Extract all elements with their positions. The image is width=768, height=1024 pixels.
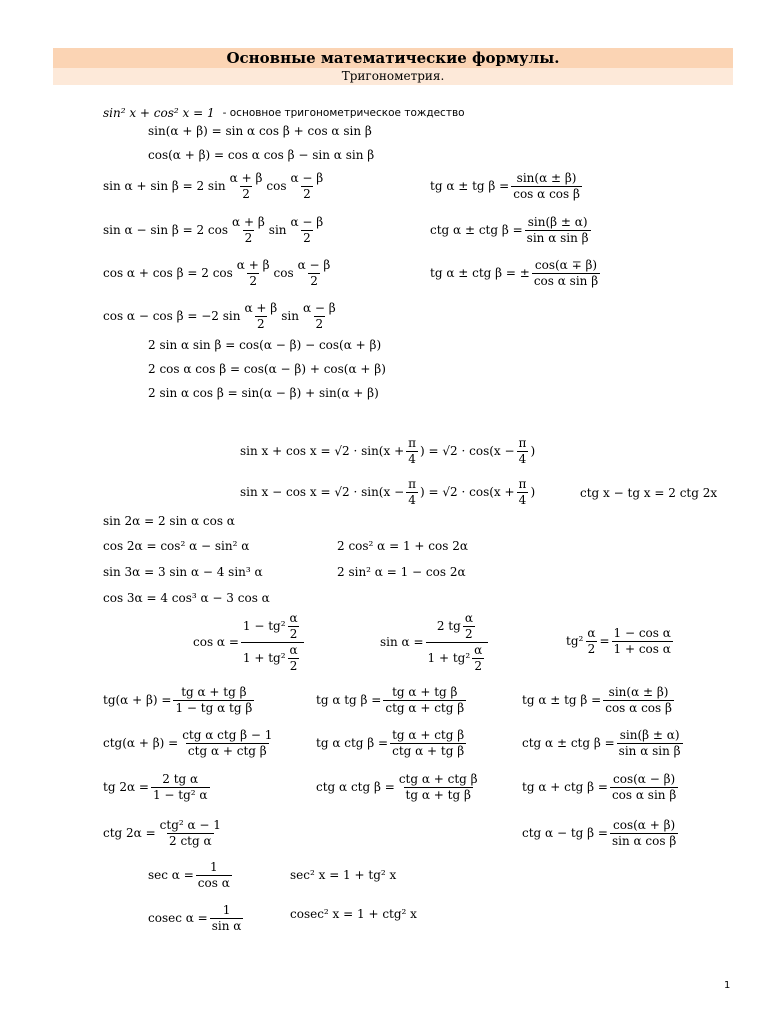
formula-tg-pm-tg: tg α ± tg β = $\frac{\sin(\alpha \pm \beta)}{\text{cos α cos β}}$ — [430, 170, 580, 201]
formula-ctg-minus-tg-2: ctg α − tg β = $\frac{\cos(\alpha + \beta)}{\text{sin α cos β}}$ — [522, 817, 677, 848]
formula-cos-half: cos α = 1 − tg² $\frac{\alpha}{2}$ 1 + tg² $\frac{\alpha}{2}$ — [193, 612, 306, 672]
formula-cosec2: cosec² x = 1 + ctg² x — [290, 907, 417, 921]
formula-identity: sin² x + cos² x = 1 - основное тригонометрическое тождество — [103, 106, 465, 120]
formula-tg-sum: tg(α + β) = $\frac{\text{tg α + tg β}}{\text{1 − tg α tg β}}$ — [103, 684, 253, 715]
formula-ctg-sum: ctg(α + β) = $\frac{\text{ctg α ctg β − 1}}{\text{ctg α + ctg β}}$ — [103, 727, 273, 758]
formula-sin-sum: sin(α + β) = sin α cos β + cos α sin β — [148, 124, 372, 138]
page-subtitle: Тригонометрия. — [53, 68, 733, 85]
formula-2cos2: 2 cos² α = 1 + cos 2α — [337, 539, 468, 553]
formula-sin-plus-cos: sin x + cos x = √2 · sin(x + $\frac{\pi}{4}$ ) = √2 · cos(x − $\frac{\pi}{4}$ ) — [240, 435, 536, 466]
formula-2sin2: 2 sin² α = 1 − cos 2α — [337, 565, 466, 579]
formula-sin3a: sin 3α = 3 sin α − 4 sin³ α — [103, 565, 263, 579]
formula-sin-half: sin α = 2 tg $\frac{\alpha}{2}$ 1 + tg² $\frac{\alpha}{2}$ — [380, 612, 490, 672]
formula-sec2: sec² x = 1 + tg² x — [290, 868, 397, 882]
page-number: 1 — [724, 980, 731, 991]
formula-cos-minus-cos: cos α − cos β = −2 sin $\frac{\alpha + \beta}{2}$ sin $\frac{\alpha - \beta}{2}$ — [103, 300, 336, 331]
identity-note: - основное тригонометрическое тождество — [222, 107, 465, 119]
formula-ctg-pm-ctg: ctg α ± ctg β = $\frac{\sin(\beta \pm \alpha)}{\text{sin α sin β}}$ — [430, 214, 589, 245]
formula-tg2-half: tg² $\frac{\alpha}{2}$ = $\frac{\text{1 − cos α}}{\text{1 + cos α}}$ — [566, 625, 671, 656]
formula-ctg-ctg: ctg α ctg β = $\frac{\text{ctg α + ctg β}}{\text{tg α + tg β}}$ — [316, 771, 478, 802]
formula-cosec: cosec α = $\frac{1}{\text{sin α}}$ — [148, 902, 242, 933]
formula-tg-plus-ctg: tg α + ctg β = $\frac{\cos(\alpha - \beta)}{\text{cos α sin β}}$ — [522, 771, 677, 802]
page-title: Основные математические формулы. — [53, 48, 733, 68]
formula-2cos-cos: 2 cos α cos β = cos(α − β) + cos(α + β) — [148, 362, 386, 376]
formula-2sin-cos: 2 sin α cos β = sin(α − β) + sin(α + β) — [148, 386, 379, 400]
formula-tg2a: tg 2α = $\frac{\text{2 tg α}}{\text{1 − tg² α}}$ — [103, 771, 208, 802]
formula-cos-sum: cos(α + β) = cos α cos β − sin α sin β — [148, 148, 375, 162]
formula-tg-pm-tg-2: tg α ± tg β = $\frac{\sin(\alpha \pm \beta)}{\text{cos α cos β}}$ — [522, 684, 672, 715]
formula-tg-pm-ctg: tg α ± ctg β = ± $\frac{\cos(\alpha \mp \beta)}{\text{cos α sin β}}$ — [430, 257, 599, 288]
formula-sin-minus-cos: sin x − cos x = √2 · sin(x − $\frac{\pi}{4}$ ) = √2 · cos(x + $\frac{\pi}{4}$ ) — [240, 476, 536, 507]
formula-ctg-pm-ctg-2: ctg α ± ctg β = $\frac{\sin(\beta \pm \alpha)}{\text{sin α sin β}}$ — [522, 727, 681, 758]
formula-sin-minus-sin: sin α − sin β = 2 cos $\frac{\alpha + \beta}{2}$ sin $\frac{\alpha - \beta}{2}$ — [103, 214, 324, 245]
formula-tg-ctg: tg α ctg β = $\frac{\text{tg α + ctg β}}{\text{ctg α + tg β}}$ — [316, 727, 465, 758]
formula-cos-plus-cos: cos α + cos β = 2 cos $\frac{\alpha + \beta}{2}$ cos $\frac{\alpha - \beta}{2}$ — [103, 257, 331, 288]
formula-cos2a: cos 2α = cos² α − sin² α — [103, 539, 250, 553]
formula-tg-tg: tg α tg β = $\frac{\text{tg α + tg β}}{\text{ctg α + ctg β}}$ — [316, 684, 465, 715]
formula-sin2a: sin 2α = 2 sin α cos α — [103, 514, 235, 528]
formula-cos3a: cos 3α = 4 cos³ α − 3 cos α — [103, 591, 270, 605]
formula-sin-plus-sin: sin α + sin β = 2 sin $\frac{\alpha + \beta}{2}$ cos $\frac{\alpha - \beta}{2}$ — [103, 170, 324, 201]
formula-sec: sec α = $\frac{1}{\text{cos α}}$ — [148, 859, 230, 890]
formula-ctg-minus-tg: ctg x − tg x = 2 ctg 2x — [580, 486, 718, 500]
formula-ctg2a: ctg 2α = $\frac{\text{ctg² α − 1}}{\text{2 ctg α}}$ — [103, 817, 221, 848]
formula-2sin-sin: 2 sin α sin β = cos(α − β) − cos(α + β) — [148, 338, 382, 352]
